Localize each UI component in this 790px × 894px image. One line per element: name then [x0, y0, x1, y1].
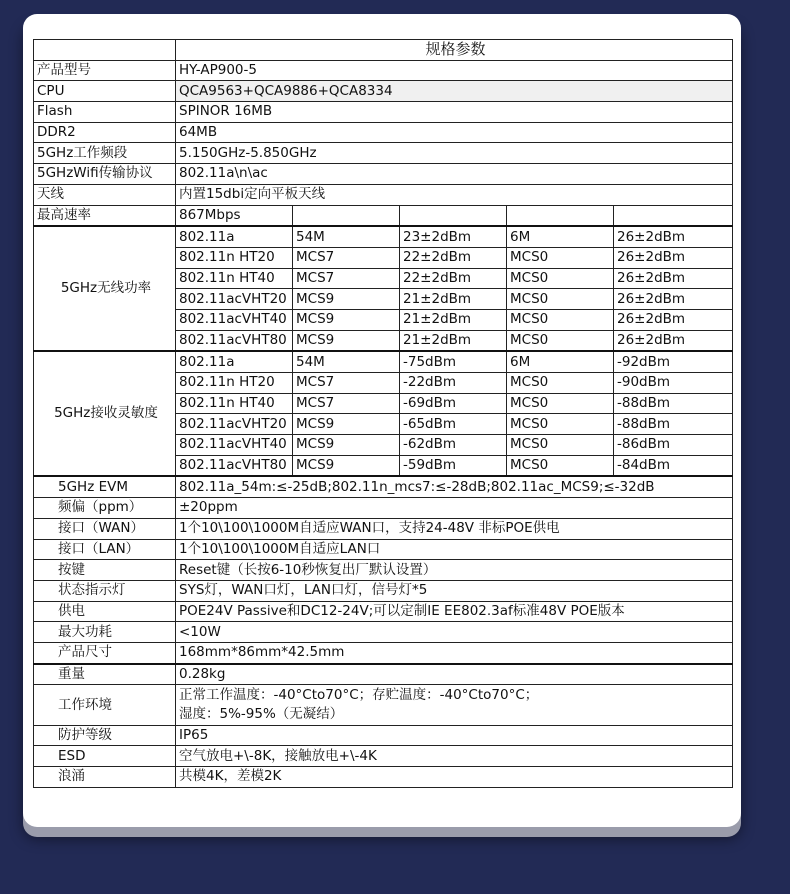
spec-value: 正常工作温度：-40°Cto70°C；存贮温度：-40°Cto70°C；: [176, 685, 733, 705]
spec-row: [34, 560, 733, 581]
spec-row: [34, 476, 733, 497]
sensitivity-cell: 802.11n HT40: [176, 393, 293, 414]
spec-label: 频偏（ppm）: [34, 498, 176, 519]
spec-label: 天线: [34, 184, 176, 205]
spec-row: [34, 746, 733, 767]
spec-label: 供电: [34, 601, 176, 622]
sensitivity-cell: MCS0: [507, 393, 614, 414]
spec-label: 按键: [34, 560, 176, 581]
spec-value: SYS灯，WAN口灯，LAN口灯，信号灯*5: [176, 580, 733, 601]
spec-label: ESD: [34, 746, 176, 767]
spec-row: [34, 622, 733, 643]
spec-row: [34, 664, 733, 685]
spec-label: 最高速率: [34, 205, 176, 226]
power-cell: 802.11n HT20: [176, 247, 293, 268]
sensitivity-cell: -22dBm: [400, 373, 507, 394]
power-cell: 21±2dBm: [400, 289, 507, 310]
spec-value: QCA9563+QCA9886+QCA8334: [176, 81, 733, 102]
power-cell: 23±2dBm: [400, 226, 507, 247]
spec-row: [34, 601, 733, 622]
spec-value: IP65: [176, 725, 733, 746]
sensitivity-cell: MCS9: [293, 414, 400, 435]
sensitivity-cell: 802.11n HT20: [176, 373, 293, 394]
power-cell: 26±2dBm: [614, 330, 733, 351]
sensitivity-cell: 802.11acVHT80: [176, 455, 293, 476]
spec-value: 168mm*86mm*42.5mm: [176, 642, 733, 663]
power-cell: 26±2dBm: [614, 289, 733, 310]
spec-row: [34, 184, 733, 205]
sensitivity-cell: -90dBm: [614, 373, 733, 394]
sensitivity-cell: -59dBm: [400, 455, 507, 476]
sensitivity-cell: -62dBm: [400, 435, 507, 456]
empty-cell: [507, 205, 614, 226]
spec-value: ±20ppm: [176, 498, 733, 519]
spec-label: 5GHz EVM: [34, 476, 176, 497]
sensitivity-cell: MCS9: [293, 435, 400, 456]
spec-row: [34, 81, 733, 102]
spec-row: [34, 539, 733, 560]
spec-table: [33, 39, 733, 788]
sensitivity-cell: MCS0: [507, 373, 614, 394]
sensitivity-cell: MCS7: [293, 393, 400, 414]
spec-label: 接口（WAN）: [34, 518, 176, 539]
sensitivity-cell: -65dBm: [400, 414, 507, 435]
sensitivity-cell: MCS0: [507, 414, 614, 435]
power-cell: 21±2dBm: [400, 309, 507, 330]
spec-row: [34, 60, 733, 81]
power-cell: 802.11acVHT40: [176, 309, 293, 330]
spec-value: 867Mbps: [176, 205, 293, 226]
power-cell: 22±2dBm: [400, 268, 507, 289]
sensitivity-cell: -88dBm: [614, 393, 733, 414]
power-cell: MCS0: [507, 268, 614, 289]
power-cell: MCS0: [507, 247, 614, 268]
sensitivity-cell: -69dBm: [400, 393, 507, 414]
spec-row: [34, 205, 733, 226]
sensitivity-cell: -84dBm: [614, 455, 733, 476]
power-cell: 26±2dBm: [614, 226, 733, 247]
power-cell: MCS7: [293, 247, 400, 268]
spec-label: 5GHzWifi传输协议: [34, 164, 176, 185]
spec-row: [34, 102, 733, 123]
sensitivity-cell: 802.11a: [176, 351, 293, 372]
empty-cell: [293, 205, 400, 226]
spec-row: [34, 143, 733, 164]
spec-row: [34, 642, 733, 663]
spec-value: 802.11a\n\ac: [176, 164, 733, 185]
spec-label: 工作环境: [34, 685, 176, 725]
power-cell: MCS0: [507, 309, 614, 330]
power-cell: 54M: [293, 226, 400, 247]
spec-row: [34, 498, 733, 519]
sensitivity-cell: MCS0: [507, 455, 614, 476]
power-cell: 802.11n HT40: [176, 268, 293, 289]
sensitivity-cell: 802.11acVHT20: [176, 414, 293, 435]
spec-label: CPU: [34, 81, 176, 102]
spec-card: [23, 14, 741, 827]
spec-value: POE24V Passive和DC12-24V;可以定制IE EE802.3af标准48V POE版本: [176, 601, 733, 622]
spec-value: 空气放电+\-8K，接触放电+\-4K: [176, 746, 733, 767]
spec-value: 0.28kg: [176, 664, 733, 685]
power-cell: 21±2dBm: [400, 330, 507, 351]
sensitivity-cell: -88dBm: [614, 414, 733, 435]
power-cell: 802.11acVHT80: [176, 330, 293, 351]
power-cell: 26±2dBm: [614, 247, 733, 268]
power-cell: 802.11a: [176, 226, 293, 247]
sensitivity-label: 5GHz接收灵敏度: [34, 351, 176, 476]
spec-row: [34, 725, 733, 746]
sensitivity-cell: -92dBm: [614, 351, 733, 372]
spec-value: 湿度：5%-95%（无凝结）: [176, 705, 733, 725]
spec-row: [34, 122, 733, 143]
empty-cell: [614, 205, 733, 226]
power-cell: MCS9: [293, 330, 400, 351]
power-cell: MCS9: [293, 289, 400, 310]
spec-value: <10W: [176, 622, 733, 643]
spec-label: DDR2: [34, 122, 176, 143]
spec-value: 内置15dbi定向平板天线: [176, 184, 733, 205]
spec-value: 1个10\100\1000M自适应WAN口，支持24-48V 非标POE供电: [176, 518, 733, 539]
sensitivity-cell: -75dBm: [400, 351, 507, 372]
header-blank-cell: [34, 40, 176, 61]
sensitivity-cell: -86dBm: [614, 435, 733, 456]
spec-row: [34, 518, 733, 539]
spec-label: 产品型号: [34, 60, 176, 81]
sensitivity-cell: MCS9: [293, 455, 400, 476]
spec-label: 重量: [34, 664, 176, 685]
power-cell: MCS0: [507, 330, 614, 351]
spec-value: 802.11a_54m:≤-25dB;802.11n_mcs7:≤-28dB;802.11ac_MCS9;≤-32dB: [176, 476, 733, 497]
power-cell: 22±2dBm: [400, 247, 507, 268]
spec-value: Reset键（长按6-10秒恢复出厂默认设置）: [176, 560, 733, 581]
sensitivity-cell: MCS7: [293, 373, 400, 394]
spec-value: 5.150GHz-5.850GHz: [176, 143, 733, 164]
sensitivity-cell: 54M: [293, 351, 400, 372]
power-cell: 26±2dBm: [614, 268, 733, 289]
table-title-row: [34, 40, 733, 61]
environment-row: [34, 685, 733, 705]
spec-label: 状态指示灯: [34, 580, 176, 601]
sensitivity-row: [34, 351, 733, 372]
spec-value: 64MB: [176, 122, 733, 143]
spec-label: 5GHz工作频段: [34, 143, 176, 164]
power-cell: 6M: [507, 226, 614, 247]
spec-label: 防护等级: [34, 725, 176, 746]
spec-label: 产品尺寸: [34, 642, 176, 663]
table-title: 规格参数: [176, 40, 733, 61]
spec-row: [34, 767, 733, 788]
sensitivity-cell: MCS0: [507, 435, 614, 456]
empty-cell: [400, 205, 507, 226]
sensitivity-cell: 6M: [507, 351, 614, 372]
spec-label: 接口（LAN）: [34, 539, 176, 560]
power-cell: MCS7: [293, 268, 400, 289]
spec-label: Flash: [34, 102, 176, 123]
power-cell: 26±2dBm: [614, 309, 733, 330]
spec-value: 共模4K，差模2K: [176, 767, 733, 788]
power-cell: 802.11acVHT20: [176, 289, 293, 310]
power-label: 5GHz无线功率: [34, 226, 176, 351]
spec-value: 1个10\100\1000M自适应LAN口: [176, 539, 733, 560]
spec-value: HY-AP900-5: [176, 60, 733, 81]
power-cell: MCS0: [507, 289, 614, 310]
spec-row: [34, 580, 733, 601]
spec-value: SPINOR 16MB: [176, 102, 733, 123]
power-row: [34, 226, 733, 247]
sensitivity-cell: 802.11acVHT40: [176, 435, 293, 456]
power-cell: MCS9: [293, 309, 400, 330]
spec-label: 最大功耗: [34, 622, 176, 643]
spec-row: [34, 164, 733, 185]
spec-label: 浪涌: [34, 767, 176, 788]
